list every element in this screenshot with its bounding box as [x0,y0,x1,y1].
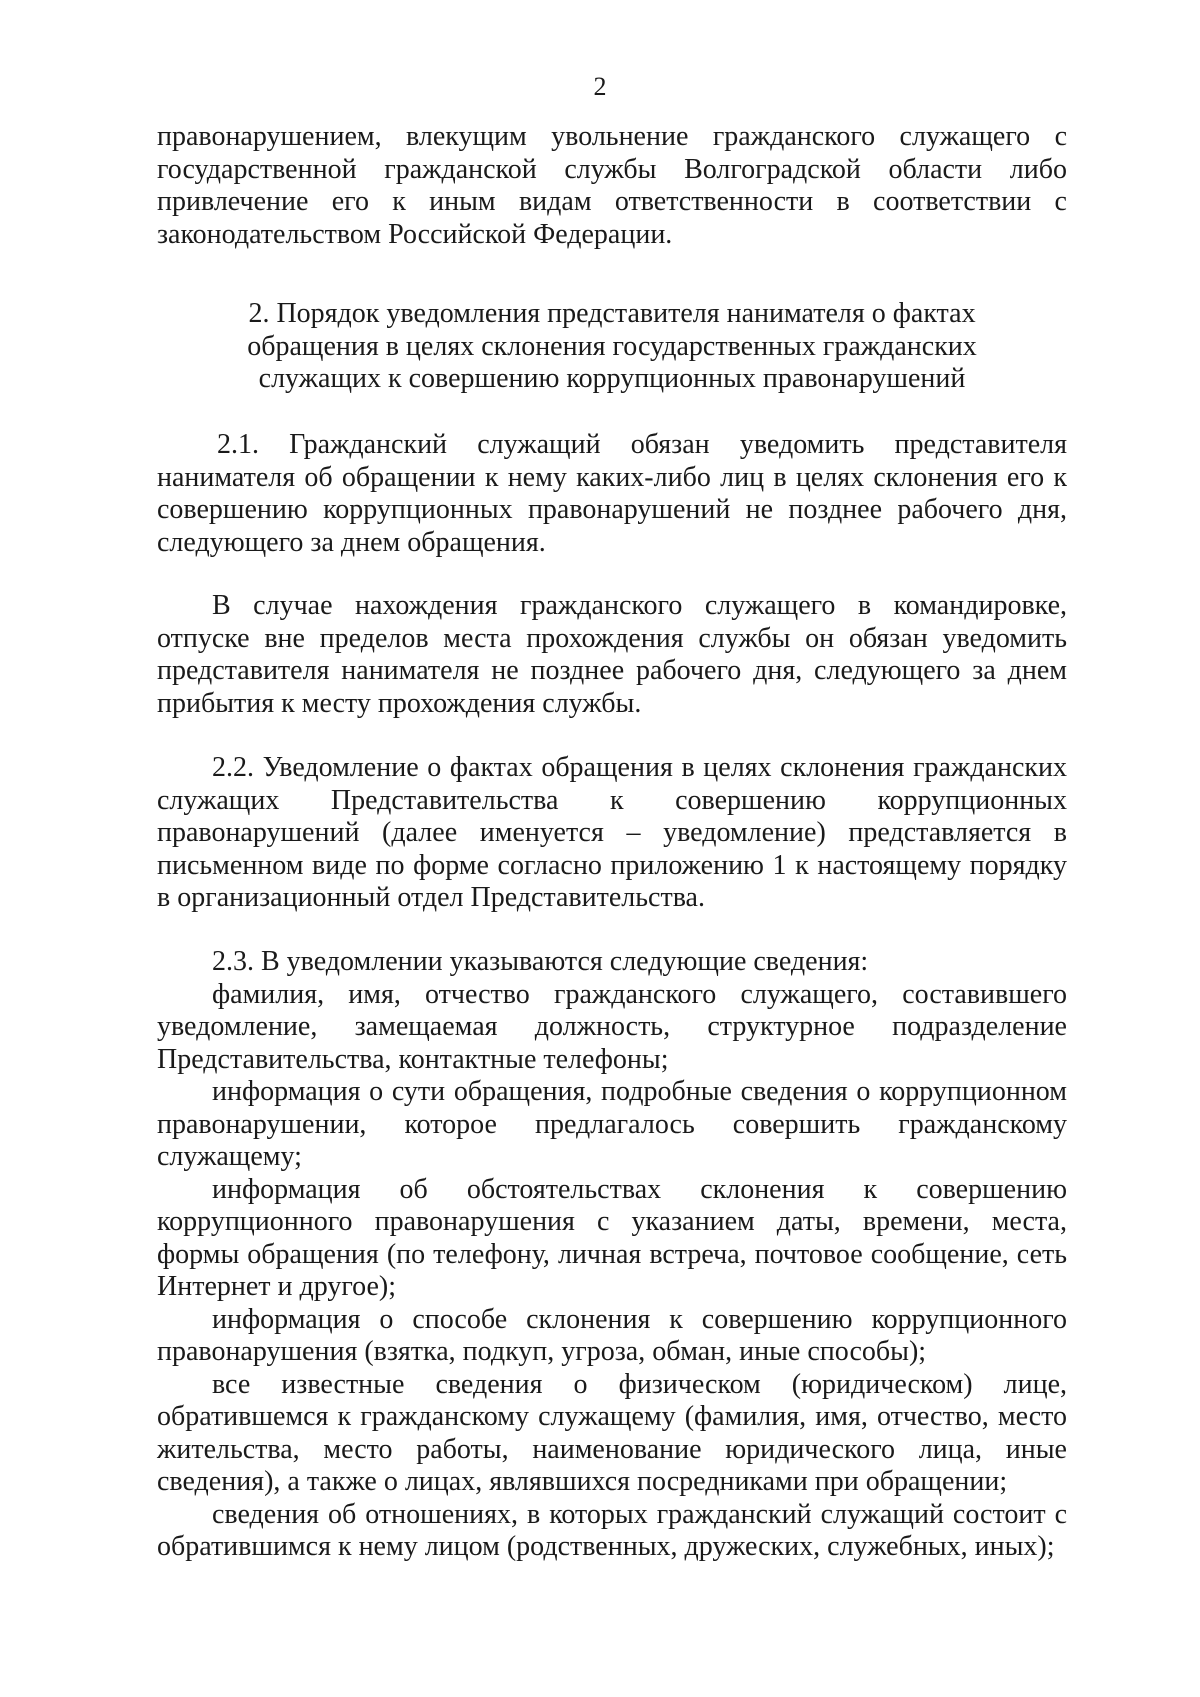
list-item-line: сведения), а также о лицах, являвшихся посредниками при обращении; [157,1466,1008,1497]
list-item-line: информация об обстоятельствах склонения к совершению [212,1173,1067,1205]
clause-intro: 2.3. В уведомлении указываются следующие сведения: [212,946,869,977]
clause-2-3 [157,946,1067,1564]
text-line: совершению коррупционных правонарушений не позднее рабочего дня, [157,494,1067,525]
list-item-line: жительства, место работы, наименование юридического лица, иные [157,1433,1067,1465]
text-line: служащих Представительства к совершению коррупционных [157,784,1067,816]
text-line: письменном виде по форме согласно приложению 1 к настоящему порядку [157,849,1067,881]
list-item-line: формы обращения (по телефону, личная встреча, почтовое сообщение, сеть [157,1238,1067,1270]
text-line: представителя нанимателя не позднее рабочего дня, следующего за днем [157,655,1067,686]
page-number: 2 [593,72,607,101]
section-heading [157,298,1067,396]
heading-line: обращения в целях склонения государственных гражданских [247,330,977,362]
list-item-line: Представительства, контактные телефоны; [157,1043,669,1075]
list-item-line: информация о способе склонения к совершению коррупционного [212,1303,1067,1335]
text-line: нанимателя об обращении к нему каких-либо лиц в целях склонения его к [157,461,1067,493]
list-item-line: сведения об отношениях, в которых гражданский служащий состоит с [212,1498,1067,1530]
list-item-line: обратившимся к нему лицом (родственных, дружеских, служебных, иных); [157,1531,1055,1562]
list-item-line: Интернет и другое); [157,1271,397,1302]
list-item-line: обратившемся к гражданскому служащему (фамилия, имя, отчество, место [157,1401,1067,1432]
clause-2-1 [157,429,1067,559]
list-item-line: информация о сути обращения, подробные сведения о коррупционном [212,1076,1067,1107]
list-item-line: все известные сведения о физическом (юридическом) лице, [212,1368,1067,1400]
text-line: прибытия к месту прохождения службы. [157,687,642,719]
text-line: следующего за днем обращения. [157,526,546,558]
text-line: отпуске вне пределов места прохождения службы он обязан уведомить [157,622,1067,654]
text-line: в организационный отдел Представительства. [157,882,705,913]
text-line: привлечение его к иным видам ответственности в соответствии с [157,186,1067,217]
heading-line: служащих к совершению коррупционных правонарушений [258,363,966,394]
list-item-line: служащему; [157,1141,302,1172]
list-item-line: уведомление, замещаемая должность, структурное подразделение [157,1011,1067,1042]
clause-2-1-paragraph-2 [157,590,1067,720]
heading-line: 2. Порядок уведомления представителя нанимателя о фактах [248,298,976,329]
list-item-line: фамилия, имя, отчество гражданского служащего, составившего [212,978,1067,1010]
clause-2-2 [157,752,1067,915]
list-item-line: правонарушения (взятка, подкуп, угроза, обман, иные способы); [157,1336,927,1367]
text-line: правонарушением, влекущим увольнение гражданского служащего с [157,121,1067,152]
text-line: 2.2. Уведомление о фактах обращения в целях склонения гражданских [212,752,1067,783]
text-line: правонарушений (далее именуется – уведомление) представляется в [157,817,1067,848]
list-item-line: коррупционного правонарушения с указанием даты, времени, места, [157,1206,1067,1237]
text-line: государственной гражданской службы Волгоградской области либо [157,153,1067,185]
text-line: В случае нахождения гражданского служащего в командировке, [212,590,1067,621]
text-line: законодательством Российской Федерации. [157,218,673,250]
text-line: 2.1. Гражданский служащий обязан уведомить представителя [217,429,1067,460]
intro-paragraph [157,121,1067,251]
list-item-line: правонарушении, которое предлагалось совершить гражданскому [157,1108,1067,1140]
